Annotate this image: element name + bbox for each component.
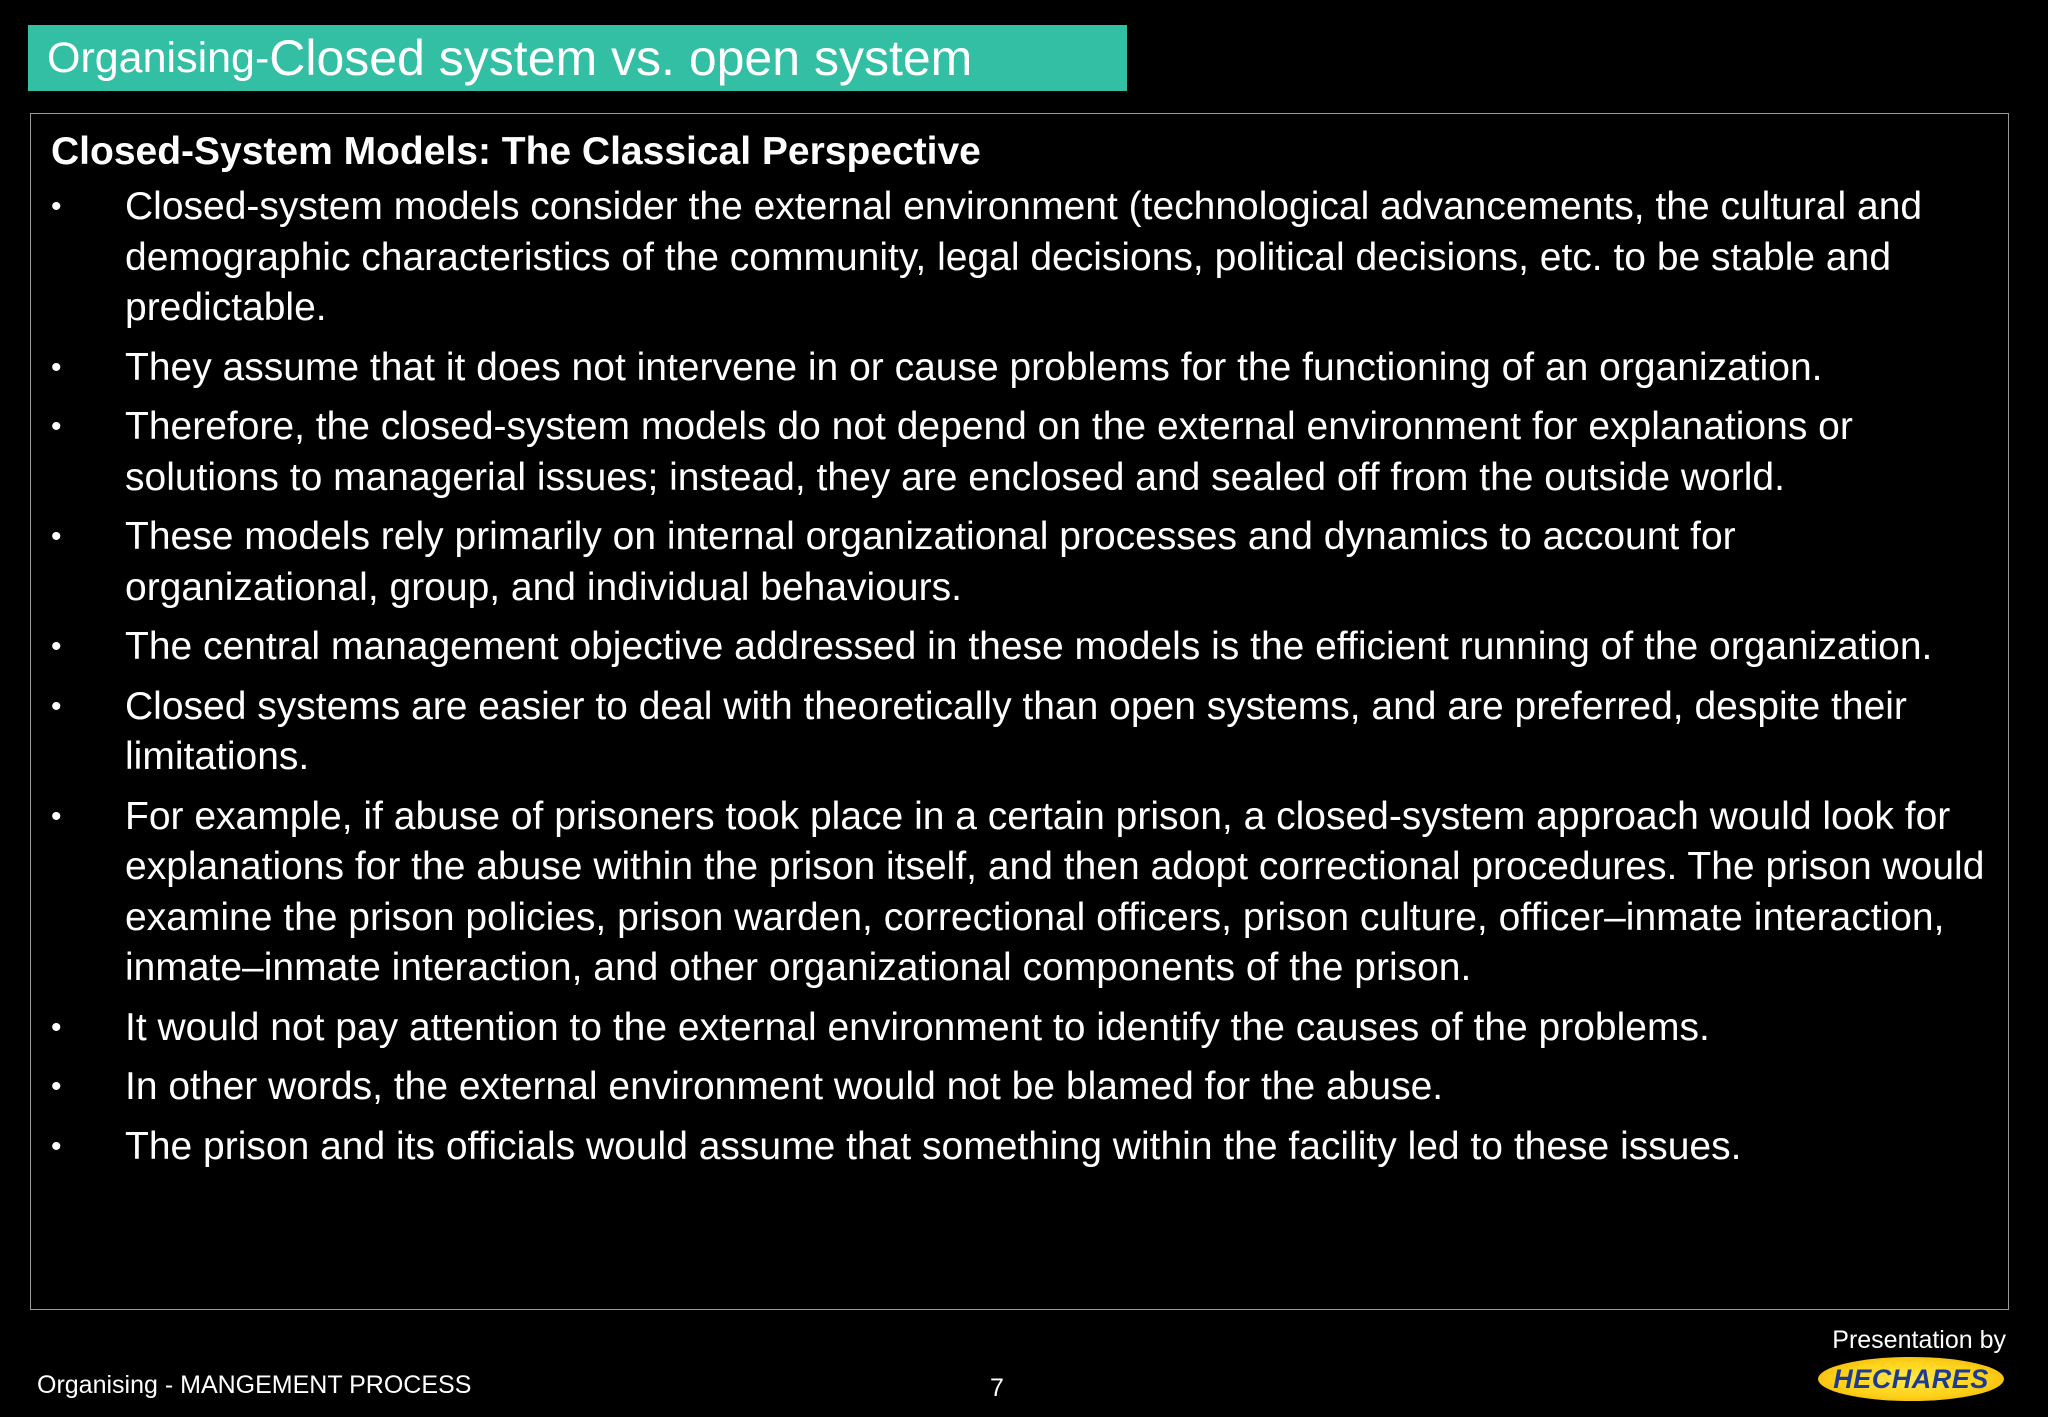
bullet-item	[51, 622, 1988, 673]
bullet-icon: •	[51, 520, 62, 553]
bullet-icon: •	[51, 350, 62, 384]
bullet-text: Closed-system models consider the external environment (technological advancements, the cultural and demographic characteristics of the community, legal decisions, political decisions, etc. to be stable and predictable.	[125, 185, 1923, 329]
bullet-text: The prison and its officials would assume that something within the facility led to these issues.	[125, 1124, 1742, 1168]
bullet-icon: •	[51, 630, 62, 663]
bullet-item	[51, 343, 1988, 394]
bullet-text: These models rely primarily on internal organizational processes and dynamics to account for organizational, group, and individual behaviours.	[125, 515, 1736, 609]
page-number: 7	[990, 1374, 1004, 1402]
slide-title: Closed system vs. open system	[269, 30, 973, 86]
logo-text: HECHARES	[1833, 1363, 1989, 1394]
bullet-icon: •	[51, 689, 62, 723]
hechares-logo	[1818, 1357, 2004, 1401]
bullet-item	[51, 1062, 1988, 1113]
bullet-text: Closed systems are easier to deal with theoretically than open systems, and are preferred, despite their limitations.	[125, 684, 1907, 778]
bullet-item	[51, 682, 1988, 783]
bullet-text: The central management objective addressed in these models is the efficient running of the organization.	[125, 625, 1933, 668]
bullet-text: They assume that it does not intervene in or cause problems for the functioning of an organization.	[125, 345, 1823, 389]
bullet-list	[51, 182, 1988, 1172]
bullet-item	[51, 1003, 1988, 1054]
bullet-icon: •	[51, 190, 62, 223]
presented-by-label: Presentation by	[1832, 1326, 2006, 1354]
bullet-text: Therefore, the closed-system models do not depend on the external environment for explanations or solutions to managerial issues; instead, they are enclosed and sealed off from the outside world.	[125, 405, 1853, 499]
bullet-icon: •	[51, 1070, 62, 1103]
footer-course-label: Organising - MANGEMENT PROCESS	[37, 1371, 472, 1399]
bullet-item	[51, 402, 1988, 503]
bullet-icon: •	[51, 799, 62, 833]
bullet-item	[51, 792, 1988, 994]
bullet-icon: •	[51, 1129, 62, 1163]
bullet-item	[51, 1122, 1988, 1173]
bullet-text: For example, if abuse of prisoners took place in a certain prison, a closed-system approach would look for explanations for the abuse within the prison itself, and then adopt correctional procedures. The prison would examine the prison policies, prison warden, correctional officers, prison culture, officer–inmate interaction, inmate–inmate interaction, and other organizational components of the prison.	[125, 794, 1985, 989]
bullet-icon: •	[51, 410, 62, 443]
bullet-text: In other words, the external environment would not be blamed for the abuse.	[125, 1065, 1444, 1108]
bullet-text: It would not pay attention to the external environment to identify the causes of the problems.	[125, 1005, 1710, 1049]
bullet-icon: •	[51, 1010, 62, 1044]
bullet-item	[51, 182, 1988, 334]
title-prefix: Organising-	[47, 33, 270, 82]
title-bar	[28, 25, 1127, 91]
section-heading: Closed-System Models: The Classical Perspective	[51, 130, 981, 173]
content-box	[30, 113, 2009, 1310]
bullet-item	[51, 512, 1988, 613]
